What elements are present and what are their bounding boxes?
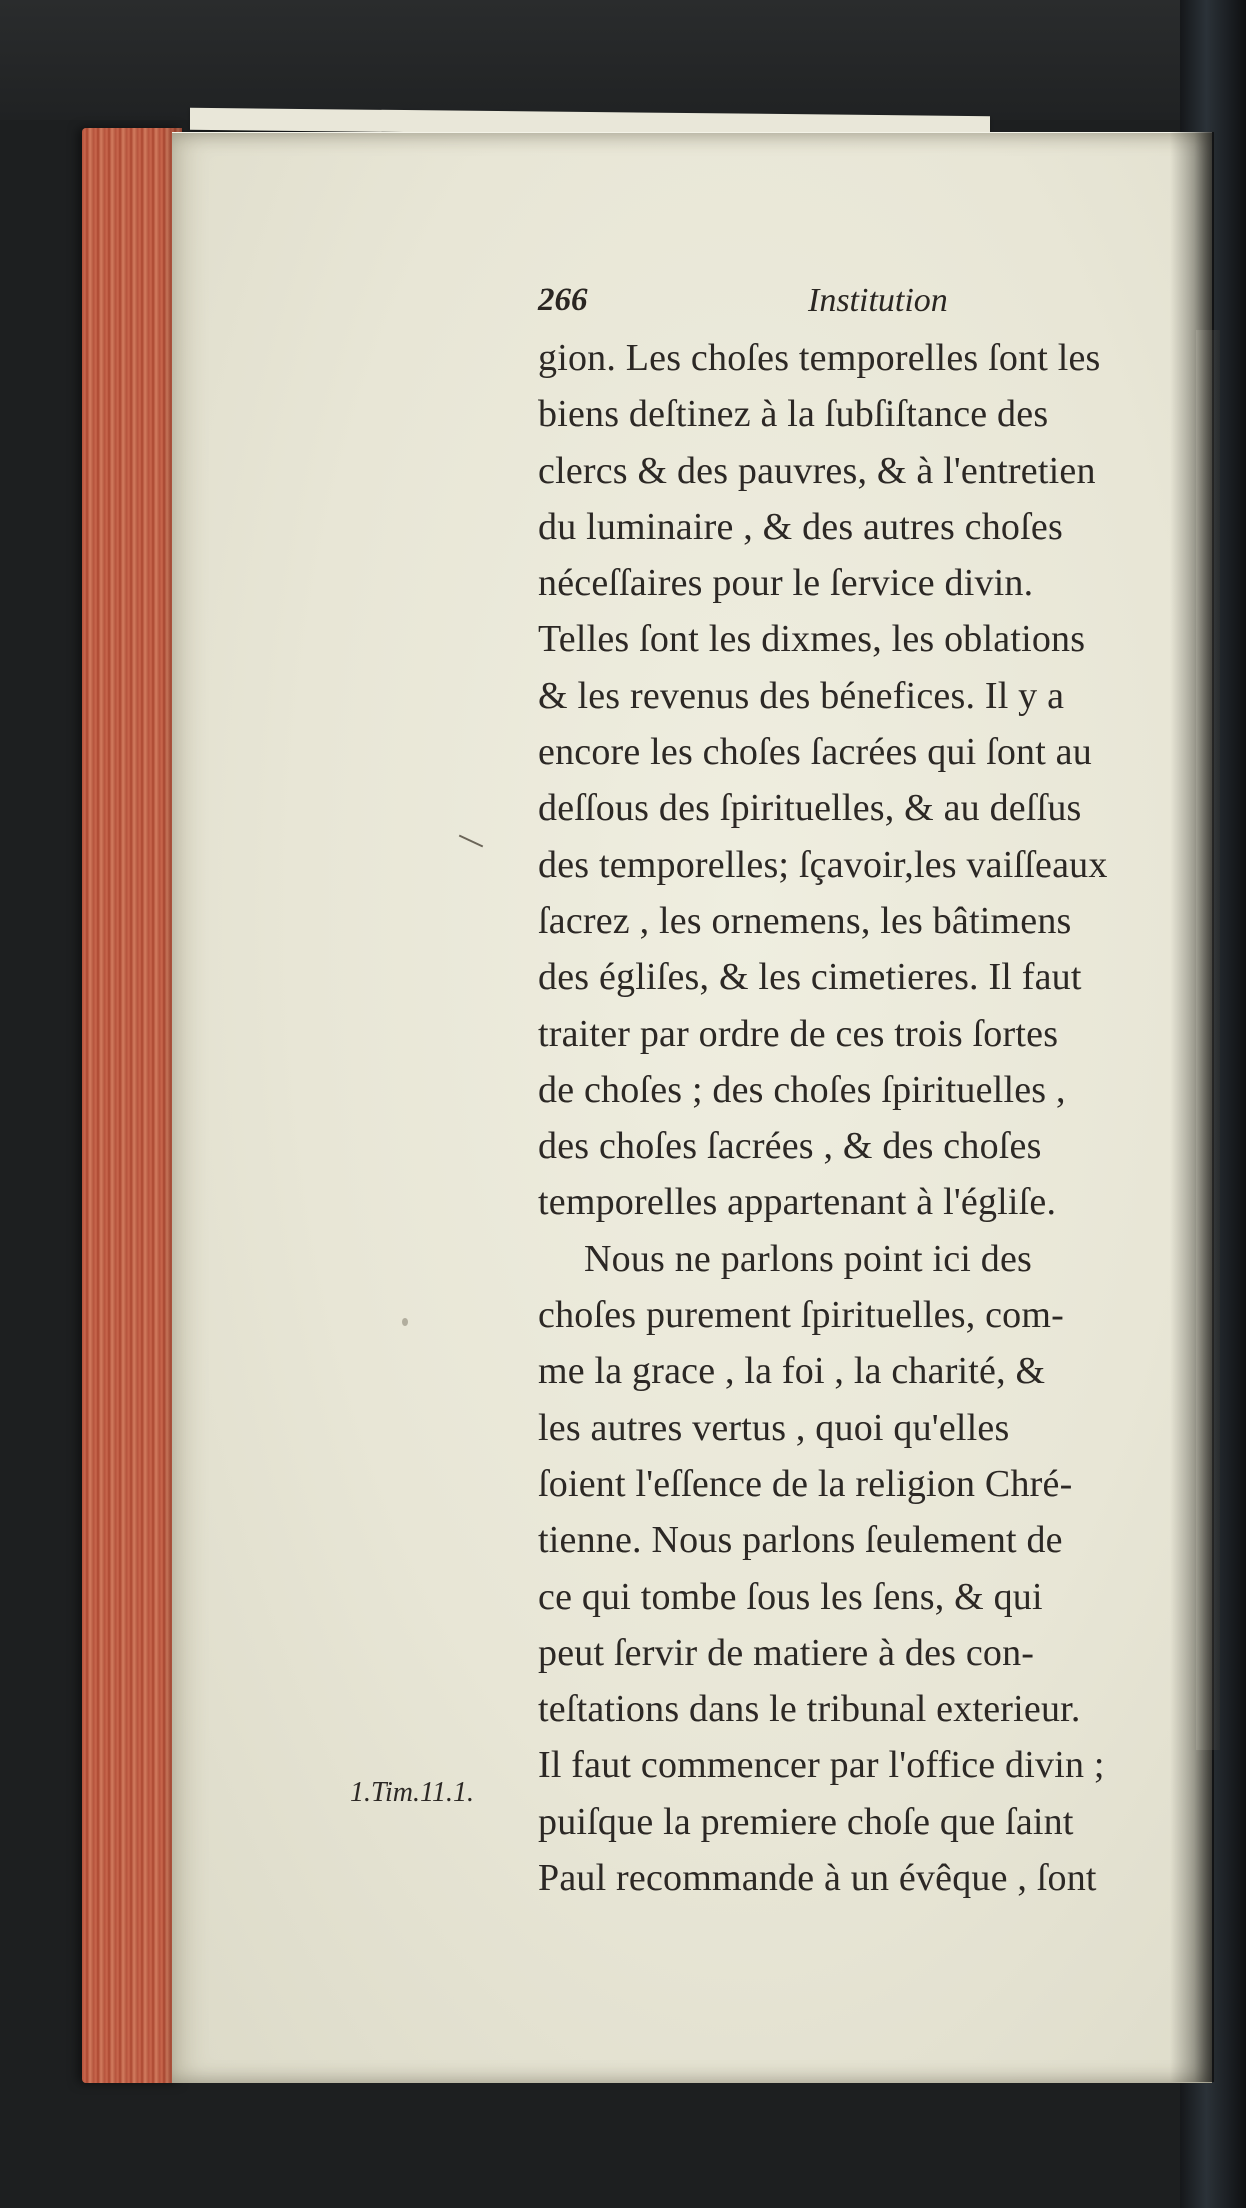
marginal-note: 1.Tim.11.1. (350, 1777, 474, 1808)
text-line: gion. Les choſes temporelles ſont les (538, 337, 1101, 379)
text-line: tienne. Nous parlons ſeulement de (538, 1519, 1063, 1562)
text-line: choſes purement ſpirituelles, com- (538, 1294, 1064, 1337)
text-line: deſſous des ſpirituelles, & au deſſus (538, 787, 1082, 830)
text-line: ce qui tombe ſous les ſens, & qui (538, 1575, 1043, 1618)
paper-speck (402, 1318, 408, 1326)
text-line: Paul recommande à un évêque , ſont (538, 1857, 1097, 1900)
text-line: néceſſaires pour le ſervice divin. (538, 562, 1034, 605)
running-title: Institution (808, 282, 948, 319)
body-text (538, 330, 1238, 1906)
text-line: me la grace , la foi , la charité, & (538, 1350, 1046, 1393)
text-line: clercs & des pauvres, & à l'entretien (538, 449, 1096, 492)
running-head (538, 282, 1098, 328)
text-line: ſacrez , les ornemens, les bâtimens (538, 899, 1072, 942)
text-line: peut ſervir de matiere à des con- (538, 1631, 1035, 1674)
background-top (0, 0, 1246, 120)
text-line: des choſes ſacrées , & des choſes (538, 1125, 1042, 1168)
text-line: Nous ne parlons point ici des (584, 1237, 1033, 1280)
text-line: de choſes ; des choſes ſpirituelles , (538, 1068, 1066, 1111)
text-line: biens deſtinez à la ſubſiſtance des (538, 393, 1049, 436)
text-line: traiter par ordre de ces trois ſortes (538, 1012, 1059, 1055)
page-number: 266 (538, 282, 588, 318)
page-edges (82, 128, 182, 2083)
text-line: des égliſes, & les cimetieres. Il faut (538, 956, 1082, 999)
text-line: Telles ſont les dixmes, les oblations (538, 618, 1086, 661)
text-line: teſtations dans le tribunal exterieur. (538, 1688, 1081, 1731)
text-line: du luminaire , & des autres choſes (538, 505, 1063, 548)
text-line: & les revenus des bénefices. Il y a (538, 674, 1065, 717)
text-line: puiſque la premiere choſe que ſaint (538, 1800, 1074, 1843)
text-line: encore les choſes ſacrées qui ſont au (538, 731, 1092, 774)
text-line: les autres vertus , quoi qu'elles (538, 1406, 1010, 1449)
text-line: des temporelles; ſçavoir,les vaiſſeaux (538, 843, 1108, 886)
text-line: ſoient l'eſſence de la religion Chré- (538, 1462, 1073, 1505)
text-line: temporelles appartenant à l'égliſe. (538, 1181, 1057, 1224)
text-line: Il faut commencer par l'office divin ; (538, 1744, 1105, 1787)
